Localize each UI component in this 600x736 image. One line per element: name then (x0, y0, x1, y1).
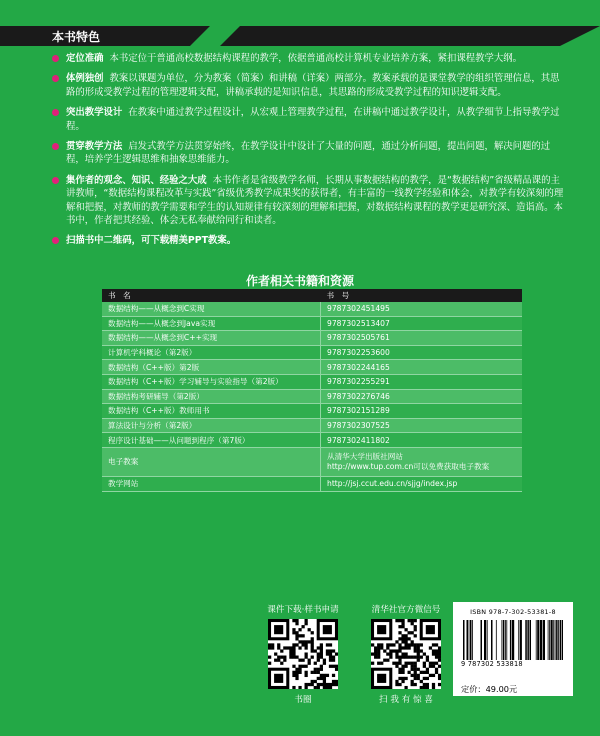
barcode-bars-icon (463, 620, 563, 660)
table-row (102, 374, 522, 389)
isbn-barcode (453, 602, 573, 696)
feature-item (52, 234, 567, 247)
resource-name-cell: 教学网站 (102, 476, 321, 491)
qr-caption: 书圈 (294, 695, 312, 705)
book-isbn-cell: 9787302411802 (321, 433, 523, 448)
book-name-cell: 数据结构考研辅导（第2版） (102, 389, 321, 404)
bullet-dot-icon (52, 75, 59, 82)
qr-code-icon[interactable] (268, 619, 338, 689)
table-row (102, 360, 522, 375)
bullet-dot-icon (52, 55, 59, 62)
table-row (102, 447, 522, 476)
resources-title: 作者相关书籍和资源 (245, 274, 354, 288)
book-name-cell: 数据结构——从概念到Java实现 (102, 316, 321, 331)
table-row (102, 316, 522, 331)
book-isbn-cell: 9787302244165 (321, 360, 523, 375)
bullet-dot-icon (52, 143, 59, 150)
book-name-cell: 数据结构（C++版）学习辅导与实验指导（第2版） (102, 374, 321, 389)
qr-code-graphic (268, 619, 338, 689)
feature-item (52, 106, 567, 133)
book-isbn-cell: 9787302151289 (321, 404, 523, 419)
resource-link-cell: 从清华大学出版社网站 http://www.tup.com.cn可以免费获取电子教案 (321, 447, 523, 476)
bullet-dot-icon (52, 237, 59, 244)
qr-code-graphic (371, 619, 441, 689)
book-name-cell: 计算机学科概论（第2版） (102, 345, 321, 360)
book-name-cell: 数据结构——从概念到C++实现 (102, 331, 321, 346)
book-name-cell: 算法设计与分析（第2版） (102, 418, 321, 433)
feature-item (52, 174, 567, 228)
table-row (102, 302, 522, 316)
book-name-cell: 数据结构（C++版）教师用书 (102, 404, 321, 419)
feature-title: 定位准确 (66, 53, 104, 64)
bullet-dot-icon (52, 177, 59, 184)
feature-title: 集作者的观念、知识、经验之大成 (66, 174, 207, 186)
bullet-dot-icon (52, 109, 59, 116)
table-row (102, 345, 522, 360)
resources-table (102, 289, 522, 492)
feature-item (52, 72, 567, 99)
book-name-cell: 数据结构——从概念到C实现 (102, 302, 321, 316)
banner-title: 本书特色 (52, 30, 101, 44)
book-isbn-cell: 9787302307525 (321, 418, 523, 433)
book-isbn-cell: 9787302513407 (321, 316, 523, 331)
book-name-cell: 数据结构（C++版）第2版 (102, 360, 321, 375)
book-isbn-cell: 9787302276746 (321, 389, 523, 404)
feature-title: 贯穿教学方法 (66, 141, 123, 153)
feature-text: 本书作者是省级教学名师，长期从事数据结构的教学，是“数据结构”省级精品课的主讲教师，“数据结构课程改革与实践”省级优秀教学成果奖的获得者，有丰富的一线教学经验和体会，对教学有较深刻的理解和把握，对教师的教学需要和学生的认知规律有较深刻的理解和把握，对数据结构课程的教学更是研究深、造诣高。本书中，作者把其经验、体会无私奉献给同行和读者。 (66, 174, 564, 227)
feature-text: 在教案中通过教学过程设计，从宏观上管理教学过程，在讲稿中通过教学设计，从教学细节上指导教学过程。 (66, 107, 560, 132)
table-row (102, 433, 522, 448)
qr-block-wechat (361, 603, 451, 705)
table-row (102, 331, 522, 346)
feature-text: 本书定位于普通高校数据结构课程的教学，依据普通高校计算机专业培养方案，紧扣课程教学大纲。 (109, 53, 523, 64)
feature-text: 教案以课题为单位，分为教案（简案）和讲稿（详案）两部分。教案承载的是课堂教学的组织管理信息，其思路的形成受教学过程的管理逻辑支配，讲稿承载的是知识信息，其思路的形成受教学过程的知识逻辑支配。 (66, 73, 560, 98)
table-row (102, 476, 522, 491)
qr-title: 清华社官方微信号 (371, 605, 441, 615)
table-header-row (102, 289, 522, 302)
column-header-name: 书 名 (102, 289, 321, 302)
qr-caption: 扫 我 有 惊 喜 (379, 695, 433, 705)
resource-name-cell: 电子教案 (102, 447, 321, 476)
section-banner (0, 26, 600, 46)
book-isbn-cell: 9787302253600 (321, 345, 523, 360)
qr-code-icon[interactable] (371, 619, 441, 689)
features-list (52, 52, 567, 255)
barcode-number: 9 787302 533818 (461, 660, 523, 668)
website-link-cell[interactable]: http://jsj.ccut.edu.cn/sjjg/index.jsp (321, 476, 523, 491)
table-row (102, 404, 522, 419)
table-row (102, 418, 522, 433)
feature-title: 体例独创 (66, 73, 104, 85)
qr-title: 课件下载·样书申请 (267, 605, 339, 615)
feature-title: 突出教学设计 (66, 107, 123, 119)
isbn-text: ISBN 978-7-302-53381-8 (470, 608, 556, 616)
table-row (102, 389, 522, 404)
price-label: 定价：49.00元 (461, 684, 518, 694)
book-isbn-cell: 9787302451495 (321, 302, 523, 316)
feature-item (52, 140, 567, 167)
book-isbn-cell: 9787302505761 (321, 331, 523, 346)
book-isbn-cell: 9787302255291 (321, 374, 523, 389)
feature-text: 启发式教学方法贯穿始终，在教学设计中设计了大量的问题，通过分析问题，提出问题，解决问题的过程，培养学生逻辑思维和抽象思维能力。 (66, 141, 551, 166)
feature-item (52, 52, 567, 65)
book-name-cell: 程序设计基础——从问题到程序（第7版） (102, 433, 321, 448)
column-header-isbn: 书 号 (321, 289, 523, 302)
qr-block-courseware (258, 603, 348, 705)
feature-title: 扫描书中二维码，可下载精美PPT教案。 (66, 235, 237, 247)
